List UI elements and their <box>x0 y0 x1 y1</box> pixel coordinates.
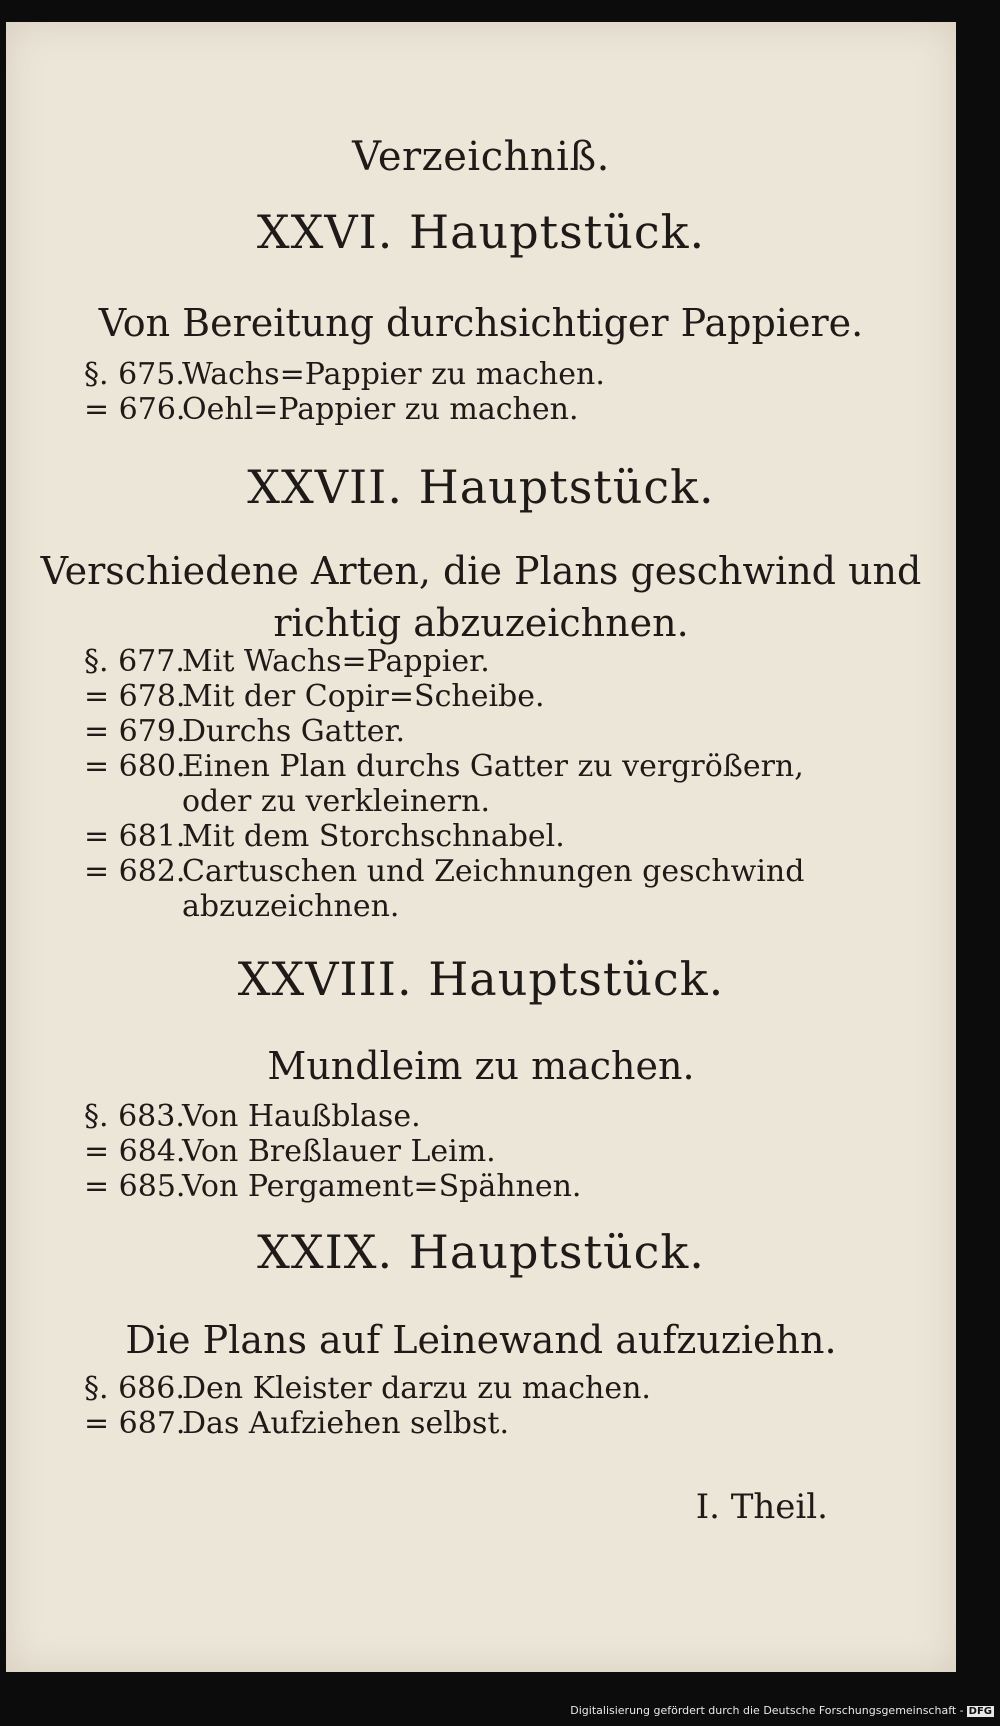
entry-text: Einen Plan durchs Gatter zu vergrößern, oder zu verkleinern. <box>182 749 804 819</box>
entry-text: Den Kleister darzu zu machen. <box>182 1371 651 1406</box>
running-head: Verzeichniß. <box>352 134 610 180</box>
section-number: §. 686. <box>84 1371 185 1406</box>
chapter-subtitle-line: richtig abzuzeichnen. <box>273 601 689 645</box>
list-item <box>84 1099 848 1134</box>
entry-text: Von Breßlauer Leim. <box>182 1134 496 1169</box>
section-number: = 687. <box>84 1406 186 1441</box>
digitization-credit <box>570 1704 994 1717</box>
section-number: = 678. <box>84 679 186 714</box>
list-item <box>84 679 848 714</box>
chapter-subtitle: Mundleim zu machen. <box>267 1044 695 1088</box>
list-item <box>84 749 848 819</box>
catchword: I. Theil. <box>695 1487 828 1527</box>
entry-text: Durchs Gatter. <box>182 714 406 749</box>
entry-list <box>84 357 848 427</box>
chapter-subtitle <box>6 545 956 649</box>
chapter-title: XXVII. Hauptstück. <box>247 460 715 514</box>
entry-text: Mit Wachs=Pappier. <box>182 644 490 679</box>
section-number: = 681. <box>84 819 186 854</box>
entry-text: Mit dem Storchschnabel. <box>182 819 565 854</box>
list-item <box>84 854 848 924</box>
credit-text: Digitalisierung gefördert durch die Deutsche Forschungsgemeinschaft - <box>570 1704 964 1717</box>
chapter-subtitle: Von Bereitung durchsichtiger Pappiere. <box>98 301 864 345</box>
entry-text: Von Pergament=Spähnen. <box>182 1169 582 1204</box>
section-number: §. 677. <box>84 644 185 679</box>
list-item <box>84 1134 848 1169</box>
entry-text: Oehl=Pappier zu machen. <box>182 392 579 427</box>
entry-list <box>84 644 848 924</box>
entry-text: Wachs=Pappier zu machen. <box>182 357 605 392</box>
entry-list <box>84 1371 848 1441</box>
section-number: = 684. <box>84 1134 186 1169</box>
section-number: = 682. <box>84 854 186 889</box>
chapter-title: XXIX. Hauptstück. <box>257 1225 705 1279</box>
section-number: = 685. <box>84 1169 186 1204</box>
section-number: = 680. <box>84 749 186 784</box>
chapter-title: XXVIII. Hauptstück. <box>237 952 725 1006</box>
list-item <box>84 1371 848 1406</box>
list-item <box>84 392 848 427</box>
entry-text: Von Haußblase. <box>182 1099 421 1134</box>
chapter-subtitle-line: Verschiedene Arten, die Plans geschwind und <box>40 549 922 593</box>
section-number: = 676. <box>84 392 186 427</box>
book-page <box>6 22 956 1672</box>
list-item <box>84 819 848 854</box>
entry-text: Das Aufziehen selbst. <box>182 1406 509 1441</box>
list-item <box>84 357 848 392</box>
entry-list <box>84 1099 848 1204</box>
section-number: §. 683. <box>84 1099 185 1134</box>
dfg-logo: DFG <box>968 1706 992 1717</box>
list-item <box>84 714 848 749</box>
list-item <box>84 644 848 679</box>
section-number: = 679. <box>84 714 186 749</box>
section-number: §. 675. <box>84 357 185 392</box>
list-item <box>84 1169 848 1204</box>
chapter-subtitle: Die Plans auf Leinewand aufzuziehn. <box>125 1318 837 1362</box>
chapter-title: XXVI. Hauptstück. <box>256 205 706 259</box>
entry-text: Cartuschen und Zeichnungen geschwind abzuzeichnen. <box>182 854 805 924</box>
entry-text: Mit der Copir=Scheibe. <box>182 679 545 714</box>
list-item <box>84 1406 848 1441</box>
